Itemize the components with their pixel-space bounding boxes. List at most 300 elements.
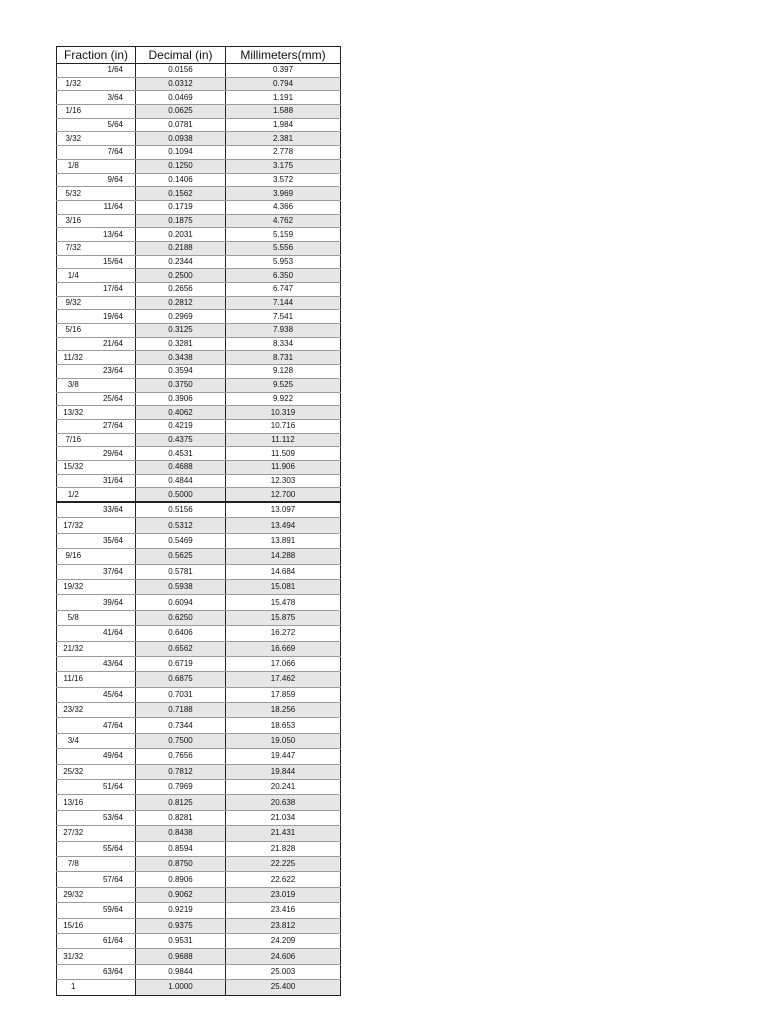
fraction-64ths-cell: 49/64: [90, 749, 136, 764]
fraction-32nds-cell: [57, 564, 90, 579]
millimeters-cell: 13.891: [226, 533, 341, 548]
fraction-64ths-cell: 37/64: [90, 564, 136, 579]
fraction-64ths-cell: [90, 856, 136, 871]
fraction-32nds-cell: [57, 146, 90, 160]
fraction-64ths-cell: 13/64: [90, 228, 136, 242]
table-row: [57, 980, 341, 995]
fraction-64ths-cell: 39/64: [90, 595, 136, 610]
fraction-32nds-cell: [57, 533, 90, 548]
table-row: [57, 255, 341, 269]
fraction-64ths-cell: 55/64: [90, 841, 136, 856]
millimeters-cell: 25.003: [226, 964, 341, 979]
decimal-cell: 0.3281: [136, 337, 226, 351]
decimal-cell: 0.8281: [136, 810, 226, 825]
fraction-64ths-cell: [90, 296, 136, 310]
fraction-32nds-cell: 15/32: [57, 460, 90, 474]
fraction-32nds-cell: 17/32: [57, 518, 90, 533]
fraction-32nds-cell: [57, 64, 90, 78]
fraction-32nds-cell: [57, 310, 90, 324]
fraction-32nds-cell: 3/4: [57, 733, 90, 748]
decimal-cell: 0.1094: [136, 146, 226, 160]
fraction-64ths-cell: [90, 378, 136, 392]
table-row: [57, 105, 341, 119]
decimal-cell: 0.4688: [136, 460, 226, 474]
millimeters-cell: 19.844: [226, 764, 341, 779]
decimal-cell: 0.7500: [136, 733, 226, 748]
millimeters-cell: 13.097: [226, 502, 341, 518]
fraction-64ths-cell: [90, 269, 136, 283]
fraction-64ths-cell: [90, 610, 136, 625]
millimeters-cell: 18.256: [226, 703, 341, 718]
table-header: [57, 47, 341, 64]
millimeters-cell: 19.050: [226, 733, 341, 748]
millimeters-cell: 14.684: [226, 564, 341, 579]
fraction-64ths-cell: [90, 132, 136, 146]
millimeters-cell: 9.128: [226, 365, 341, 379]
fraction-64ths-cell: [90, 703, 136, 718]
decimal-cell: 0.6250: [136, 610, 226, 625]
fraction-64ths-cell: 63/64: [90, 964, 136, 979]
fraction-64ths-cell: [90, 214, 136, 228]
table-row: [57, 488, 341, 502]
fraction-64ths-cell: 11/64: [90, 200, 136, 214]
conversion-table: [56, 46, 341, 996]
table-row: [57, 903, 341, 918]
fraction-64ths-cell: 59/64: [90, 903, 136, 918]
table-row: [57, 118, 341, 132]
fraction-32nds-cell: 1: [57, 980, 90, 995]
fraction-32nds-cell: 1/16: [57, 105, 90, 119]
fraction-32nds-cell: [57, 91, 90, 105]
fraction-64ths-cell: [90, 406, 136, 420]
fraction-64ths-cell: 23/64: [90, 365, 136, 379]
fraction-32nds-cell: 3/8: [57, 378, 90, 392]
table-row: [57, 579, 341, 594]
fraction-32nds-cell: 7/16: [57, 433, 90, 447]
fraction-64ths-cell: 15/64: [90, 255, 136, 269]
table-row: [57, 641, 341, 656]
decimal-cell: 0.0625: [136, 105, 226, 119]
table-row: [57, 296, 341, 310]
fraction-64ths-cell: 25/64: [90, 392, 136, 406]
fraction-32nds-cell: [57, 392, 90, 406]
millimeters-cell: 7.541: [226, 310, 341, 324]
fraction-64ths-cell: 51/64: [90, 780, 136, 795]
header-fraction: Fraction (in): [57, 47, 136, 64]
fraction-32nds-cell: 23/32: [57, 703, 90, 718]
fraction-64ths-cell: [90, 980, 136, 995]
fraction-32nds-cell: 5/16: [57, 324, 90, 338]
fraction-32nds-cell: 13/32: [57, 406, 90, 420]
table-row: [57, 887, 341, 902]
fraction-64ths-cell: 61/64: [90, 933, 136, 948]
millimeters-cell: 11.509: [226, 447, 341, 461]
decimal-cell: 0.0781: [136, 118, 226, 132]
fraction-64ths-cell: [90, 672, 136, 687]
decimal-cell: 0.0469: [136, 91, 226, 105]
millimeters-cell: 18.653: [226, 718, 341, 733]
fraction-64ths-cell: [90, 826, 136, 841]
table-row: [57, 228, 341, 242]
decimal-cell: 0.3594: [136, 365, 226, 379]
decimal-cell: 0.5938: [136, 579, 226, 594]
millimeters-cell: 6.747: [226, 283, 341, 297]
table-row: [57, 64, 341, 78]
fraction-64ths-cell: 45/64: [90, 687, 136, 702]
header-decimal: Decimal (in): [136, 47, 226, 64]
fraction-32nds-cell: 7/8: [57, 856, 90, 871]
millimeters-cell: 10.319: [226, 406, 341, 420]
millimeters-cell: 21.828: [226, 841, 341, 856]
fraction-32nds-cell: 1/4: [57, 269, 90, 283]
millimeters-cell: 22.622: [226, 872, 341, 887]
millimeters-cell: 2.381: [226, 132, 341, 146]
table-row: [57, 365, 341, 379]
table-row: [57, 324, 341, 338]
decimal-cell: 0.2969: [136, 310, 226, 324]
fraction-64ths-cell: [90, 795, 136, 810]
decimal-cell: 0.6562: [136, 641, 226, 656]
decimal-cell: 0.6719: [136, 656, 226, 671]
table-row: [57, 749, 341, 764]
fraction-64ths-cell: 1/64: [90, 64, 136, 78]
fraction-32nds-cell: [57, 903, 90, 918]
header-row: [57, 47, 341, 64]
decimal-cell: 0.5625: [136, 549, 226, 564]
fraction-64ths-cell: 47/64: [90, 718, 136, 733]
decimal-cell: 0.2344: [136, 255, 226, 269]
millimeters-cell: 1.588: [226, 105, 341, 119]
millimeters-cell: 16.669: [226, 641, 341, 656]
table-row: [57, 933, 341, 948]
fraction-32nds-cell: [57, 749, 90, 764]
fraction-32nds-cell: [57, 474, 90, 488]
decimal-cell: 0.3125: [136, 324, 226, 338]
decimal-cell: 0.9219: [136, 903, 226, 918]
millimeters-cell: 11.906: [226, 460, 341, 474]
fraction-32nds-cell: 11/32: [57, 351, 90, 365]
table-row: [57, 132, 341, 146]
decimal-cell: 0.4844: [136, 474, 226, 488]
table-row: [57, 856, 341, 871]
table-row: [57, 283, 341, 297]
fraction-32nds-cell: 1/32: [57, 77, 90, 91]
millimeters-cell: 5.159: [226, 228, 341, 242]
fraction-64ths-cell: [90, 764, 136, 779]
table-row: [57, 949, 341, 964]
table-row: [57, 419, 341, 433]
millimeters-cell: 4.762: [226, 214, 341, 228]
millimeters-cell: 13.494: [226, 518, 341, 533]
decimal-cell: 0.7969: [136, 780, 226, 795]
fraction-64ths-cell: [90, 579, 136, 594]
decimal-cell: 0.3750: [136, 378, 226, 392]
header-millimeters: Millimeters(mm): [226, 47, 341, 64]
millimeters-cell: 21.431: [226, 826, 341, 841]
fraction-64ths-cell: [90, 733, 136, 748]
table-row: [57, 351, 341, 365]
fraction-32nds-cell: [57, 718, 90, 733]
millimeters-cell: 12.303: [226, 474, 341, 488]
millimeters-cell: 22.225: [226, 856, 341, 871]
decimal-cell: 0.9375: [136, 918, 226, 933]
table-row: [57, 610, 341, 625]
decimal-cell: 0.9844: [136, 964, 226, 979]
decimal-cell: 0.4375: [136, 433, 226, 447]
millimeters-cell: 6.350: [226, 269, 341, 283]
table-row: [57, 241, 341, 255]
fraction-64ths-cell: 9/64: [90, 173, 136, 187]
millimeters-cell: 20.241: [226, 780, 341, 795]
table-row: [57, 718, 341, 733]
decimal-cell: 0.7656: [136, 749, 226, 764]
decimal-cell: 0.2031: [136, 228, 226, 242]
fraction-64ths-cell: 19/64: [90, 310, 136, 324]
decimal-cell: 0.8594: [136, 841, 226, 856]
table-row: [57, 214, 341, 228]
decimal-cell: 0.7812: [136, 764, 226, 779]
millimeters-cell: 4.366: [226, 200, 341, 214]
table-row: [57, 826, 341, 841]
decimal-cell: 0.7031: [136, 687, 226, 702]
fraction-64ths-cell: [90, 324, 136, 338]
millimeters-cell: 1.191: [226, 91, 341, 105]
table-row: [57, 564, 341, 579]
fraction-64ths-cell: 57/64: [90, 872, 136, 887]
table-row: [57, 810, 341, 825]
millimeters-cell: 2.778: [226, 146, 341, 160]
millimeters-cell: 19.447: [226, 749, 341, 764]
table-row: [57, 474, 341, 488]
millimeters-cell: 23.812: [226, 918, 341, 933]
decimal-cell: 0.9062: [136, 887, 226, 902]
fraction-32nds-cell: 31/32: [57, 949, 90, 964]
decimal-cell: 0.0312: [136, 77, 226, 91]
decimal-cell: 0.6094: [136, 595, 226, 610]
fraction-32nds-cell: [57, 200, 90, 214]
fraction-64ths-cell: 5/64: [90, 118, 136, 132]
decimal-cell: 0.0156: [136, 64, 226, 78]
table-row: [57, 964, 341, 979]
decimal-cell: 0.5156: [136, 502, 226, 518]
fraction-64ths-cell: [90, 549, 136, 564]
fraction-32nds-cell: [57, 656, 90, 671]
fraction-64ths-cell: [90, 351, 136, 365]
millimeters-cell: 7.144: [226, 296, 341, 310]
fraction-64ths-cell: 27/64: [90, 419, 136, 433]
fraction-32nds-cell: 29/32: [57, 887, 90, 902]
table-row: [57, 502, 341, 518]
fraction-32nds-cell: 7/32: [57, 241, 90, 255]
table-row: [57, 918, 341, 933]
fraction-32nds-cell: [57, 626, 90, 641]
millimeters-cell: 5.953: [226, 255, 341, 269]
fraction-32nds-cell: [57, 810, 90, 825]
fraction-32nds-cell: 9/16: [57, 549, 90, 564]
table-row: [57, 533, 341, 548]
fraction-32nds-cell: [57, 255, 90, 269]
fraction-32nds-cell: 19/32: [57, 579, 90, 594]
table-row: [57, 187, 341, 201]
fraction-64ths-cell: [90, 949, 136, 964]
fraction-32nds-cell: 5/8: [57, 610, 90, 625]
millimeters-cell: 12.700: [226, 488, 341, 502]
decimal-cell: 0.6406: [136, 626, 226, 641]
fraction-32nds-cell: 21/32: [57, 641, 90, 656]
millimeters-cell: 24.606: [226, 949, 341, 964]
fraction-32nds-cell: 15/16: [57, 918, 90, 933]
decimal-cell: 0.2812: [136, 296, 226, 310]
decimal-cell: 0.8438: [136, 826, 226, 841]
fraction-32nds-cell: [57, 365, 90, 379]
fraction-64ths-cell: 33/64: [90, 502, 136, 518]
fraction-64ths-cell: 7/64: [90, 146, 136, 160]
millimeters-cell: 14.288: [226, 549, 341, 564]
table-row: [57, 764, 341, 779]
table-row: [57, 146, 341, 160]
decimal-cell: 0.0938: [136, 132, 226, 146]
decimal-cell: 0.8906: [136, 872, 226, 887]
millimeters-cell: 25.400: [226, 980, 341, 995]
table-row: [57, 269, 341, 283]
millimeters-cell: 16.272: [226, 626, 341, 641]
decimal-cell: 0.1875: [136, 214, 226, 228]
fraction-32nds-cell: 25/32: [57, 764, 90, 779]
decimal-cell: 0.6875: [136, 672, 226, 687]
fraction-64ths-cell: [90, 918, 136, 933]
millimeters-cell: 0.397: [226, 64, 341, 78]
millimeters-cell: 0.794: [226, 77, 341, 91]
millimeters-cell: 24.209: [226, 933, 341, 948]
fraction-32nds-cell: 11/16: [57, 672, 90, 687]
table-row: [57, 795, 341, 810]
fraction-32nds-cell: [57, 502, 90, 518]
fraction-64ths-cell: 31/64: [90, 474, 136, 488]
millimeters-cell: 21.034: [226, 810, 341, 825]
decimal-cell: 0.1406: [136, 173, 226, 187]
decimal-cell: 0.4531: [136, 447, 226, 461]
millimeters-cell: 23.416: [226, 903, 341, 918]
table-row: [57, 703, 341, 718]
fraction-64ths-cell: [90, 641, 136, 656]
millimeters-cell: 5.556: [226, 241, 341, 255]
table-row: [57, 733, 341, 748]
fraction-32nds-cell: 3/16: [57, 214, 90, 228]
fraction-32nds-cell: [57, 841, 90, 856]
fraction-32nds-cell: 1/2: [57, 488, 90, 502]
table-row: [57, 841, 341, 856]
table-row: [57, 872, 341, 887]
fraction-32nds-cell: [57, 337, 90, 351]
millimeters-cell: 10.716: [226, 419, 341, 433]
fraction-32nds-cell: [57, 933, 90, 948]
decimal-cell: 0.5781: [136, 564, 226, 579]
table-row: [57, 406, 341, 420]
fraction-32nds-cell: 27/32: [57, 826, 90, 841]
decimal-cell: 0.7344: [136, 718, 226, 733]
table-row: [57, 687, 341, 702]
fraction-32nds-cell: [57, 118, 90, 132]
millimeters-cell: 3.969: [226, 187, 341, 201]
table-row: [57, 656, 341, 671]
fraction-32nds-cell: [57, 228, 90, 242]
table-row: [57, 460, 341, 474]
fraction-64ths-cell: [90, 105, 136, 119]
fraction-32nds-cell: 13/16: [57, 795, 90, 810]
fraction-64ths-cell: 53/64: [90, 810, 136, 825]
decimal-cell: 0.5000: [136, 488, 226, 502]
millimeters-cell: 23.019: [226, 887, 341, 902]
fraction-32nds-cell: [57, 687, 90, 702]
fraction-64ths-cell: [90, 887, 136, 902]
fraction-32nds-cell: [57, 872, 90, 887]
millimeters-cell: 9.922: [226, 392, 341, 406]
table-row: [57, 392, 341, 406]
millimeters-cell: 15.478: [226, 595, 341, 610]
table-row: [57, 378, 341, 392]
fraction-64ths-cell: 3/64: [90, 91, 136, 105]
fraction-64ths-cell: [90, 187, 136, 201]
fraction-64ths-cell: [90, 433, 136, 447]
fraction-64ths-cell: 29/64: [90, 447, 136, 461]
millimeters-cell: 17.066: [226, 656, 341, 671]
millimeters-cell: 9.525: [226, 378, 341, 392]
fraction-64ths-cell: 41/64: [90, 626, 136, 641]
fraction-32nds-cell: [57, 173, 90, 187]
table-row: [57, 672, 341, 687]
millimeters-cell: 7.938: [226, 324, 341, 338]
millimeters-cell: 3.572: [226, 173, 341, 187]
fraction-64ths-cell: 35/64: [90, 533, 136, 548]
decimal-cell: 0.9688: [136, 949, 226, 964]
millimeters-cell: 20.638: [226, 795, 341, 810]
decimal-cell: 0.2500: [136, 269, 226, 283]
table-row: [57, 433, 341, 447]
fraction-32nds-cell: 5/32: [57, 187, 90, 201]
fraction-64ths-cell: 43/64: [90, 656, 136, 671]
fraction-64ths-cell: [90, 518, 136, 533]
table-row: [57, 626, 341, 641]
millimeters-cell: 1.984: [226, 118, 341, 132]
fraction-64ths-cell: [90, 241, 136, 255]
decimal-cell: 0.5312: [136, 518, 226, 533]
millimeters-cell: 15.875: [226, 610, 341, 625]
decimal-cell: 0.1250: [136, 159, 226, 173]
fraction-64ths-cell: 21/64: [90, 337, 136, 351]
fraction-32nds-cell: [57, 283, 90, 297]
decimal-cell: 0.9531: [136, 933, 226, 948]
table-row: [57, 91, 341, 105]
table-body-second-half: [57, 502, 341, 995]
millimeters-cell: 17.859: [226, 687, 341, 702]
table-row: [57, 518, 341, 533]
millimeters-cell: 3.175: [226, 159, 341, 173]
millimeters-cell: 15.081: [226, 579, 341, 594]
millimeters-cell: 8.731: [226, 351, 341, 365]
decimal-cell: 0.1719: [136, 200, 226, 214]
table-row: [57, 159, 341, 173]
decimal-cell: 0.2188: [136, 241, 226, 255]
decimal-cell: 0.8125: [136, 795, 226, 810]
millimeters-cell: 17.462: [226, 672, 341, 687]
table-row: [57, 595, 341, 610]
decimal-cell: 0.8750: [136, 856, 226, 871]
decimal-cell: 0.3906: [136, 392, 226, 406]
table-row: [57, 310, 341, 324]
fraction-64ths-cell: [90, 159, 136, 173]
decimal-cell: 0.7188: [136, 703, 226, 718]
fraction-64ths-cell: [90, 488, 136, 502]
